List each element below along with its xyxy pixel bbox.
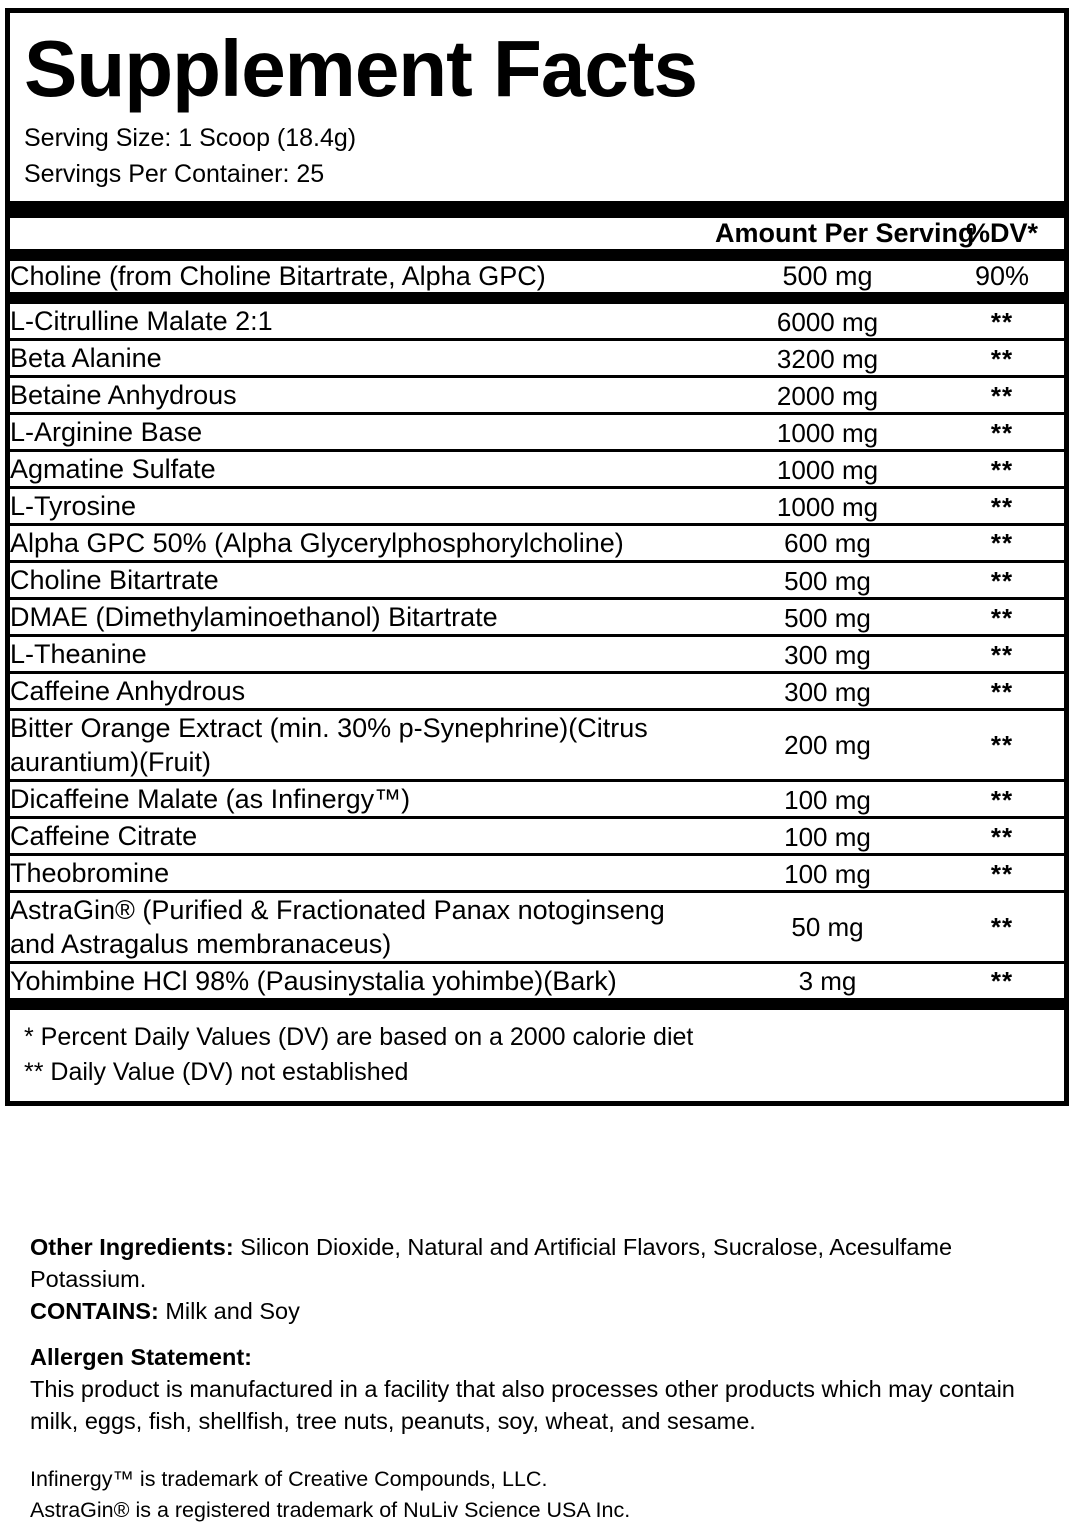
table-row (10, 636, 1064, 673)
ingredient-amount: 100 mg (784, 822, 871, 853)
bottom-text-block (30, 1232, 1060, 1526)
table-row (10, 377, 1064, 414)
ingredient-amount: 100 mg (784, 859, 871, 890)
column-header-dv: %DV* (965, 218, 1039, 248)
allergen-statement-text: This product is manufactured in a facility that also processes other products which may contain milk, eggs, fish, shellfish, tree nuts, peanuts, soy, wheat, and sesame. (30, 1375, 1015, 1434)
ingredient-amount: 3200 mg (776, 344, 879, 375)
ingredient-amount: 300 mg (784, 677, 871, 708)
ingredient-dv: ** (990, 677, 1014, 708)
ingredient-amount: 1000 mg (776, 455, 879, 486)
contains-label: CONTAINS: (30, 1297, 159, 1324)
divider-bar-footnotes (10, 998, 1064, 1010)
trademark-infinergy: Infinergy™ is trademark of Creative Compounds, LLC. (30, 1466, 548, 1491)
ingredient-amount: 1000 mg (776, 418, 879, 449)
table-row (10, 340, 1064, 377)
ingredient-dv: ** (990, 822, 1014, 853)
ingredient-name: Agmatine Sulfate (10, 454, 216, 485)
ingredient-name: Caffeine Anhydrous (10, 676, 246, 707)
table-row (10, 451, 1064, 488)
ingredient-name: DMAE (Dimethylaminoethanol) Bitartrate (10, 602, 498, 633)
ingredient-dv: ** (990, 492, 1014, 523)
ingredient-amount: 2000 mg (776, 381, 879, 412)
divider-bar-header (10, 249, 1064, 261)
footnotes (10, 1010, 1064, 1101)
serving-size: Serving Size: 1 Scoop (18.4g) (24, 124, 357, 152)
ingredient-name: L-Theanine (10, 639, 147, 670)
nutrient-dv: 90% (974, 261, 1030, 291)
table-row (10, 414, 1064, 451)
spacer (30, 1438, 1060, 1464)
serving-info (10, 109, 1064, 198)
ingredient-table (10, 304, 1064, 998)
ingredient-name: Theobromine (10, 858, 170, 889)
table-row (10, 599, 1064, 636)
table-row (10, 304, 1064, 340)
divider-bar-top (10, 201, 1064, 218)
table-row (10, 781, 1064, 818)
ingredient-amount: 500 mg (784, 566, 871, 597)
ingredient-amount: 200 mg (784, 729, 871, 760)
table-row (10, 525, 1064, 562)
ingredient-name: L-Arginine Base (10, 417, 203, 448)
ingredient-name: Yohimbine HCl 98% (Pausinystalia yohimbe)(Bark) (10, 966, 617, 997)
ingredient-dv: ** (990, 729, 1014, 760)
nutrient-amount: 500 mg (782, 261, 873, 291)
footnote-not-established: ** Daily Value (DV) not established (24, 1057, 409, 1086)
table-header-row (10, 218, 1064, 249)
divider-bar-nutrient (10, 292, 1064, 304)
ingredient-dv: ** (990, 785, 1014, 816)
trademark-astragin: AstraGin® is a registered trademark of NuLiv Science USA Inc. (30, 1497, 631, 1522)
ingredient-name: Betaine Anhydrous (10, 380, 237, 411)
ingredient-dv: ** (990, 859, 1014, 890)
ingredient-name: L-Citrulline Malate 2:1 (10, 306, 273, 336)
ingredient-amount: 6000 mg (776, 307, 879, 338)
servings-per-container: Servings Per Container: 25 (24, 159, 325, 188)
table-row (10, 710, 1064, 781)
ingredient-name: AstraGin® (Purified & Fractionated Panax notoginseng and Astragalus membranaceus) (10, 895, 665, 960)
ingredient-dv: ** (990, 603, 1014, 634)
contains-text: Milk and Soy (158, 1297, 300, 1324)
ingredient-amount: 1000 mg (776, 492, 879, 523)
table-row (10, 963, 1064, 999)
table-row (10, 488, 1064, 525)
allergen-heading (30, 1342, 1060, 1374)
table-row (10, 818, 1064, 855)
ingredient-dv: ** (990, 566, 1014, 597)
allergen-statement-label: Allergen Statement: (30, 1343, 252, 1370)
column-header-name (10, 218, 715, 249)
ingredient-dv: ** (990, 344, 1014, 375)
ingredient-name: Beta Alanine (10, 343, 162, 374)
ingredient-amount: 3 mg (798, 965, 857, 996)
table-row (10, 855, 1064, 892)
ingredient-amount: 100 mg (784, 785, 871, 816)
ingredient-dv: ** (990, 418, 1014, 449)
ingredient-dv: ** (990, 381, 1014, 412)
ingredient-dv: ** (990, 640, 1014, 671)
column-header-amount: Amount Per Serving (715, 218, 975, 248)
ingredient-name: Dicaffeine Malate (as Infinergy™) (10, 784, 411, 815)
ingredient-dv: ** (990, 307, 1014, 338)
ingredient-amount: 600 mg (784, 527, 871, 558)
ingredient-name: Alpha GPC 50% (Alpha Glycerylphosphorylcholine) (10, 528, 624, 559)
spacer (30, 1328, 1060, 1342)
ingredient-dv: ** (990, 527, 1014, 558)
nutrient-table (10, 261, 1064, 292)
ingredient-name: L-Tyrosine (10, 491, 137, 522)
table-row (10, 562, 1064, 599)
table-row (10, 892, 1064, 963)
other-ingredients-text: Silicon Dioxide, Natural and Artificial Flavors, Sucralose, Acesulfame Potassium. (30, 1234, 953, 1292)
nutrient-name: Choline (from Choline Bitartrate, Alpha GPC) (10, 261, 546, 291)
contains-line (30, 1296, 1060, 1328)
page-title: Supplement Facts (24, 24, 698, 113)
ingredient-amount: 500 mg (784, 603, 871, 634)
other-ingredients-label: Other Ingredients: (30, 1234, 234, 1260)
nutrition-table (10, 218, 1064, 249)
ingredient-name: Choline Bitartrate (10, 565, 219, 596)
ingredient-name: Bitter Orange Extract (min. 30% p-Synephrine)(Citrus aurantium)(Fruit) (10, 713, 648, 778)
table-row (10, 673, 1064, 710)
ingredient-dv: ** (990, 455, 1014, 486)
ingredient-amount: 50 mg (791, 911, 864, 942)
ingredient-dv: ** (990, 911, 1014, 942)
other-ingredients-line (30, 1232, 1060, 1296)
ingredient-amount: 300 mg (784, 640, 871, 671)
ingredient-name: Caffeine Citrate (10, 821, 198, 852)
supplement-facts-panel (5, 8, 1069, 1106)
table-row (10, 261, 1064, 292)
footnote-daily-value: * Percent Daily Values (DV) are based on a 2000 calorie diet (24, 1023, 694, 1052)
ingredient-dv: ** (990, 965, 1014, 996)
